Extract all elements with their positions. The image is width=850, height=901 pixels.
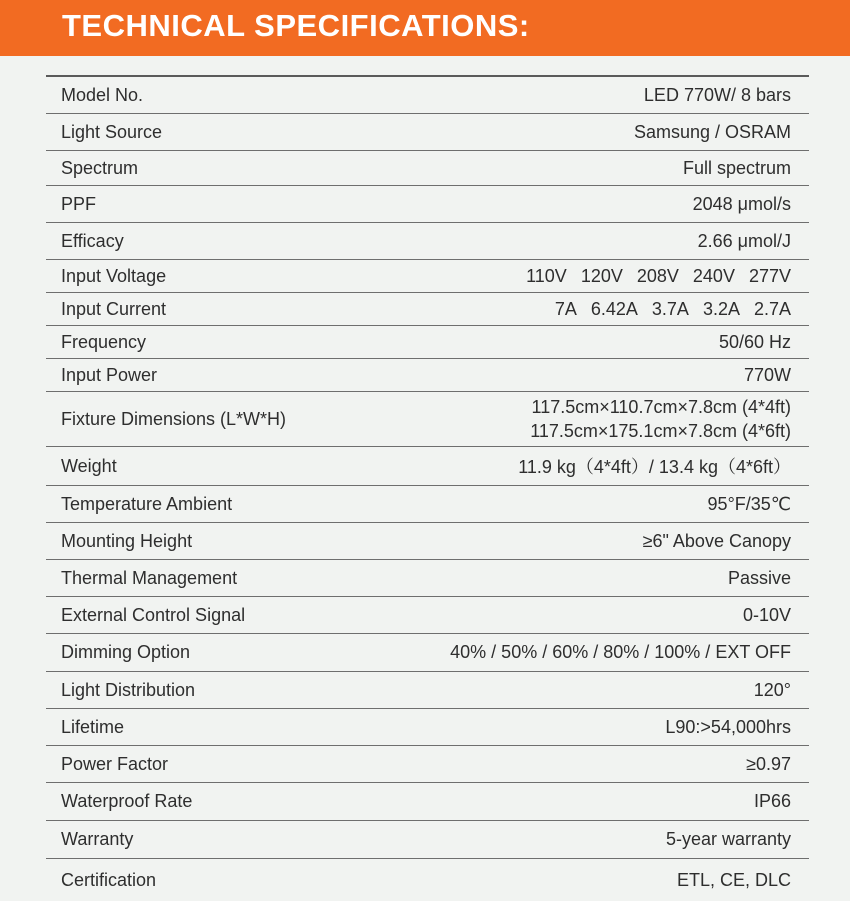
spec-value: 2.66 μmol/J <box>697 230 791 251</box>
spec-value: IP66 <box>753 791 791 811</box>
spec-row-input-power <box>46 358 809 391</box>
spec-row-light-source <box>46 113 809 150</box>
spec-label: Input Voltage <box>61 265 167 286</box>
dimension-line: 117.5cm×110.7cm×7.8cm (4*4ft) <box>531 397 791 417</box>
voltage-value: 240V <box>692 265 735 286</box>
spec-row-efficacy <box>46 222 809 259</box>
spec-label: Spectrum <box>61 157 139 178</box>
spec-row-dimming-option <box>46 633 809 671</box>
spec-label: Input Power <box>61 364 158 385</box>
spec-row-weight <box>46 446 809 485</box>
spec-value-group <box>530 395 809 443</box>
spec-row-temperature-ambient <box>46 485 809 522</box>
voltage-value: 208V <box>636 265 679 286</box>
spec-row-input-voltage <box>46 259 809 292</box>
spec-row-frequency <box>46 325 809 358</box>
current-value: 6.42A <box>590 298 638 319</box>
spec-value-group <box>555 299 809 320</box>
spec-label: Lifetime <box>61 716 125 737</box>
spec-value: 40% / 50% / 60% / 80% / 100% / EXT OFF <box>450 642 791 662</box>
spec-label: Light Distribution <box>61 679 196 700</box>
spec-row-mounting-height <box>46 522 809 559</box>
page-title: TECHNICAL SPECIFICATIONS: <box>62 8 530 43</box>
spec-label: Mounting Height <box>61 530 193 551</box>
spec-label: Warranty <box>61 829 134 849</box>
spec-label: Certification <box>61 869 157 890</box>
spec-row-power-factor <box>46 745 809 782</box>
spec-value: 2048 μmol/s <box>692 193 791 214</box>
spec-value: 770W <box>743 364 791 385</box>
current-value: 2.7A <box>753 298 791 319</box>
dimension-line: 117.5cm×175.1cm×7.8cm (4*6ft) <box>530 421 791 441</box>
spec-row-external-control-signal <box>46 596 809 633</box>
spec-label: Model No. <box>61 84 144 105</box>
spec-value: Passive <box>727 567 791 588</box>
spec-label: Thermal Management <box>61 567 238 588</box>
spec-value: 95°F/35℃ <box>707 493 791 514</box>
spec-row-fixture-dimensions <box>46 391 809 446</box>
spec-row-certification <box>46 858 809 901</box>
spec-value: ≥0.97 <box>746 753 791 774</box>
spec-value: 50/60 Hz <box>718 331 791 352</box>
spec-row-input-current <box>46 292 809 325</box>
spec-value: 0-10V <box>742 604 791 625</box>
spec-value: L90:>54,000hrs <box>665 716 791 737</box>
spec-label: Dimming Option <box>61 642 191 662</box>
spec-row-spectrum <box>46 150 809 185</box>
spec-value-group <box>526 266 809 287</box>
spec-label: Input Current <box>61 298 167 319</box>
voltage-value: 110V <box>526 265 567 286</box>
spec-table <box>46 0 809 901</box>
spec-value: Full spectrum <box>682 157 791 178</box>
spec-label: Waterproof Rate <box>61 791 193 811</box>
current-value: 3.7A <box>651 298 689 319</box>
spec-label: External Control Signal <box>61 604 246 625</box>
spec-label: PPF <box>61 193 97 214</box>
spec-row-model-no <box>46 75 809 113</box>
voltage-value: 120V <box>580 265 623 286</box>
spec-row-waterproof-rate <box>46 782 809 820</box>
spec-value: LED 770W/ 8 bars <box>643 84 791 105</box>
spec-value: 5-year warranty <box>665 829 791 849</box>
spec-label: Fixture Dimensions (L*W*H) <box>61 408 287 429</box>
spec-label: Weight <box>61 455 117 476</box>
spec-value: ETL, CE, DLC <box>676 869 791 890</box>
spec-row-lifetime <box>46 708 809 745</box>
spec-label: Frequency <box>61 331 147 352</box>
spec-row-ppf <box>46 185 809 222</box>
voltage-value: 277V <box>748 265 791 286</box>
spec-label: Temperature Ambient <box>61 493 233 514</box>
spec-row-warranty <box>46 820 809 858</box>
spec-label: Power Factor <box>61 753 169 774</box>
spec-label: Light Source <box>61 121 163 142</box>
spec-value: 120° <box>753 679 791 700</box>
current-value: 3.2A <box>702 298 740 319</box>
spec-value: 11.9 kg（4*4ft）/ 13.4 kg（4*6ft） <box>518 457 791 477</box>
spec-value: ≥6" Above Canopy <box>642 530 791 551</box>
spec-row-light-distribution <box>46 671 809 708</box>
spec-value: Samsung / OSRAM <box>633 121 791 142</box>
spec-label: Efficacy <box>61 230 124 251</box>
spec-row-thermal-management <box>46 559 809 596</box>
current-value: 7A <box>554 298 577 319</box>
